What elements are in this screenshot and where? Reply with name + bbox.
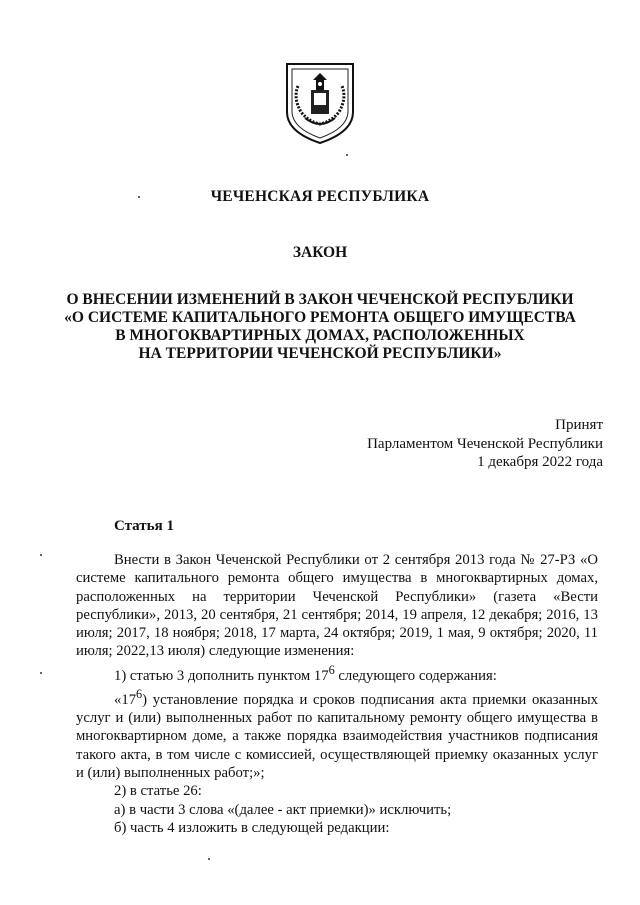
item-text: следующего содержания: bbox=[334, 667, 497, 684]
amendment-item-2: 2) в статье 26: bbox=[114, 783, 202, 800]
scan-speck bbox=[40, 672, 42, 674]
amendment-item-2b: б) часть 4 изложить в следующей редакции: bbox=[114, 819, 390, 836]
adoption-block bbox=[367, 416, 603, 472]
adoption-body: Парламентом Чеченской Республики bbox=[367, 435, 603, 452]
superscript: 6 bbox=[328, 662, 335, 677]
law-title-line: О ВНЕСЕНИИ ИЗМЕНЕНИЙ В ЗАКОН ЧЕЧЕНСКОЙ РЕСПУБЛИКИ bbox=[66, 291, 574, 308]
article-body bbox=[76, 551, 598, 837]
adoption-date: 1 декабря 2022 года bbox=[477, 454, 603, 470]
law-title-line: «О СИСТЕМЕ КАПИТАЛЬНОГО РЕМОНТА ОБЩЕГО ИМУЩЕСТВА bbox=[64, 309, 576, 326]
law-title bbox=[0, 291, 640, 363]
republic-heading: ЧЕЧЕНСКАЯ РЕСПУБЛИКА bbox=[210, 188, 430, 205]
quote-prefix: «17 bbox=[114, 691, 137, 708]
scan-speck bbox=[208, 858, 210, 860]
amendment-item-2a: а) в части 3 слова «(далее - акт приемки)» исключить; bbox=[114, 801, 452, 818]
superscript: 6 bbox=[136, 686, 143, 701]
law-title-line: НА ТЕРРИТОРИИ ЧЕЧЕНСКОЙ РЕСПУБЛИКИ» bbox=[138, 345, 502, 362]
quote-text: ) установление порядка и сроков подписания акта приемки оказанных услуг и (или) выполненных работ по капитальному ремонту общего имущества в многоквартирном доме, а также порядка взаимодействия участников подписания такого акта, в том числе с комиссией, осуществляющей приемку оказанных услуг и (или) выполненных работ;»; bbox=[76, 691, 598, 782]
article-intro-paragraph: Внести в Закон Чеченской Республики от 2 сентября 2013 года № 27-РЗ «О системе капитального ремонта общего имущества в многоквартирных домах, расположенных на территории Чеченской Республики» (газета «Вести республики», 2013, 20 сентября, 21 сентября; 2014, 19 апреля, 12 декабря; 2016, 13 июля; 2017, 18 ноября; 2018, 17 марта, 24 октября; 2019, 1 мая, 9 октября; 2020, 11 июля; 2022,13 июля) следующие изменения: bbox=[76, 552, 598, 660]
item-text: 1) статью 3 дополнить пунктом 17 bbox=[114, 667, 329, 684]
adoption-label: Принят bbox=[555, 417, 603, 433]
document-type-heading: ЗАКОН bbox=[292, 244, 348, 261]
scan-speck bbox=[40, 554, 42, 556]
coat-of-arms-emblem bbox=[283, 60, 357, 146]
article-heading: Статья 1 bbox=[114, 518, 174, 534]
quoted-provision bbox=[76, 685, 598, 782]
amendment-item-1 bbox=[76, 661, 598, 685]
law-title-line: В МНОГОКВАРТИРНЫХ ДОМАХ, РАСПОЛОЖЕННЫХ bbox=[115, 327, 525, 344]
scan-speck bbox=[346, 154, 348, 156]
